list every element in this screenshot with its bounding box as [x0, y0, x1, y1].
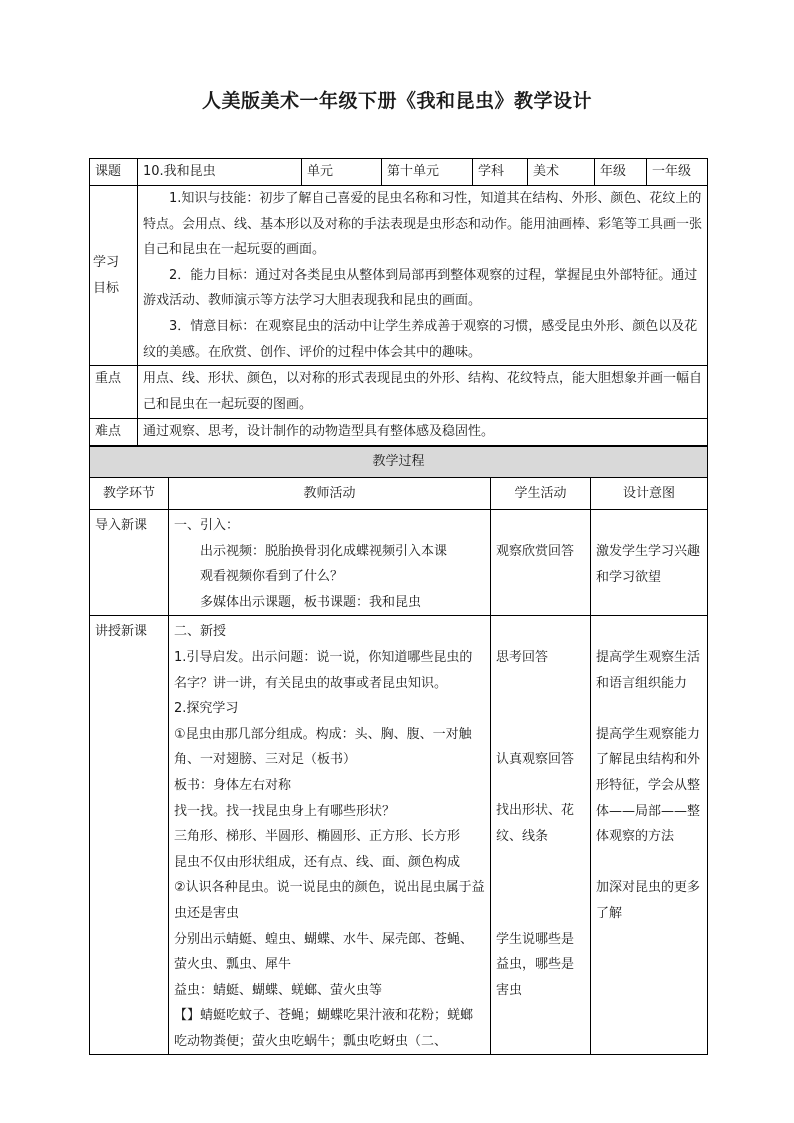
key-point-text: 用点、线、形状、颜色，以对称的形式表现昆虫的外形、结构、花纹特点，能大胆想象并画一幅自己和昆虫在一起玩耍的图画。: [138, 366, 708, 419]
unit-label: 单元: [302, 159, 382, 186]
document-title: 人美版美术一年级下册《我和昆虫》教学设计: [201, 90, 592, 112]
table-row: [90, 510, 708, 616]
process-section-title: 教学过程: [90, 447, 708, 478]
goals-content: [138, 186, 708, 366]
grade-value: 一年级: [647, 159, 708, 186]
info-table: [89, 158, 708, 446]
key-point-label: 重点: [90, 366, 138, 419]
intent-new: 提高学生观察生活和语言组织能力 提高学生观察能力了解昆虫结构和外形特征，学会从整体——局部——整体观察的方法 加深对昆虫的更多了解: [591, 616, 708, 1055]
difficulty-text: 通过观察、思考，设计制作的动物造型具有整体感及稳固性。: [138, 419, 708, 446]
goals-label: 学习目标: [90, 186, 138, 366]
process-table: [89, 446, 708, 1055]
grade-label: 年级: [595, 159, 647, 186]
goal-knowledge: 1.知识与技能：初步了解自己喜爱的昆虫名称和习性，知道其在结构、外形、颜色、花纹上的特点。会用点、线、基本形以及对称的手法表现是虫形态和动作。能用油画棒、彩笔等工具画一张自己和昆虫在一起玩耍的画面。: [143, 191, 703, 258]
student-intro: 观察欣赏回答: [491, 510, 591, 616]
teacher-new: 二、新授 1.引导启发。出示问题：说一说，你知道哪些昆虫的名字？讲一讲，有关昆虫的故事或者昆虫知识。 2.探究学习 ①昆虫由那几部分组成。构成：头、胸、腹、一对触角、一对翅膀、三对足（板书） 板书：身体左右对称 找一找。找一找昆虫身上有哪些形状？ 三角形、梯形、半圆形、椭圆形、正方形、长方形 昆虫不仅由形状组成，还有点、线、面、颜色构成 ②认识各种昆虫。说一说昆虫的颜色，说出昆虫属于益虫还是害虫 分别出示蜻蜓、蝗虫、蝴蝶、水牛、屎壳郎、苍蝇、萤火虫、瓢虫、犀牛 益虫：蜻蜓、蝴蝶、蜣螂、萤火虫等 【】蜻蜓吃蚊子、苍蝇；蝴蝶吃果汁液和花粉；蜣螂吃动物粪便；萤火虫吃蜗牛；瓢虫吃蚜虫（二、: [169, 616, 491, 1055]
topic-value: 10.我和昆虫: [138, 159, 302, 186]
stage-new: 讲授新课: [90, 616, 169, 1055]
topic-label: 课题: [90, 159, 138, 186]
unit-value: 第十单元: [382, 159, 473, 186]
teacher-intro: 一、引入： 出示视频：脱胎换骨羽化成蝶视频引入本课 观看视频你看到了什么？ 多媒体出示课题，板书课题：我和昆虫: [169, 510, 491, 616]
goal-emotion: 3．情意目标：在观察昆虫的活动中让学生养成善于观察的习惯，感受昆虫外形、颜色以及花纹的美感。在欣赏、创作、评价的过程中体会其中的趣味。: [143, 318, 698, 360]
stage-intro: 导入新课: [90, 510, 169, 616]
header-intent: 设计意图: [591, 478, 708, 510]
subject-label: 学科: [473, 159, 528, 186]
student-new: 思考回答 认真观察回答 找出形状、花纹、线条 学生说哪些是益虫，哪些是害虫: [491, 616, 591, 1055]
goal-ability: 2．能力目标：通过对各类昆虫从整体到局部再到整体观察的过程，掌握昆虫外部特征。通过游戏活动、教师演示等方法学习大胆表现我和昆虫的画面。: [143, 267, 698, 309]
header-teacher: 教师活动: [169, 478, 491, 510]
header-stage: 教学环节: [90, 478, 169, 510]
header-student: 学生活动: [491, 478, 591, 510]
difficulty-label: 难点: [90, 419, 138, 446]
intent-intro: 激发学生学习兴趣和学习欲望: [591, 510, 708, 616]
table-row: [90, 616, 708, 1055]
subject-value: 美术: [528, 159, 595, 186]
